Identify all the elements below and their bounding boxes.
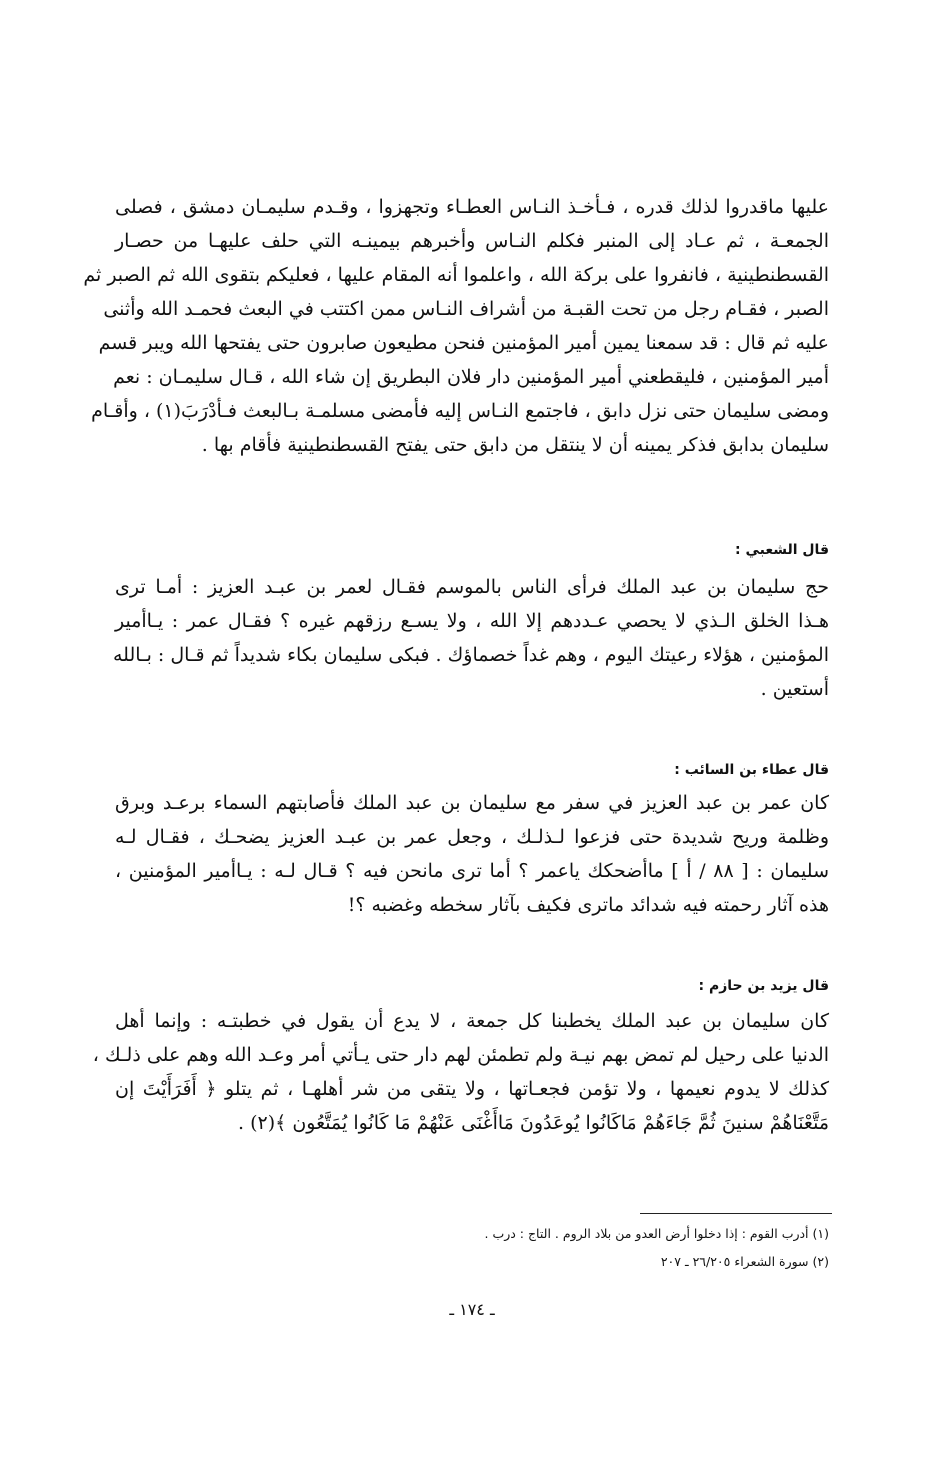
text-line: هـذا الخلق الـذي لا يحصي عـددهم إلا الله ، ولا يسـع رزقهم غيره ؟ فقـال عمر : يـاأمير	[115, 610, 829, 632]
paragraph-4	[92, 1004, 829, 1140]
text-line: حج سليمان بن عبد الملك فرأى الناس بالموسم فقـال لعمر بن عبـد العزيز : أمـا ترى	[115, 576, 829, 598]
text-line: الصبر ، فقـام رجل من تحت القبـة من أشراف النـاس ممن اكتتب في البعث فحمـد الله وأثنى	[103, 298, 829, 320]
text-line: عليه ثم قال : قد سمعنا يمين أمير المؤمنين فنحن مطيعون صابرون حتى يفتحها الله ويبر قسم	[98, 332, 829, 354]
text-line: مَتَّعْنَاهُمْ سنينَ ثُمَّ جَاءَهُمْ مَاكَانُوا يُوعَدُونَ مَاأَغْنَى عَنْهُمْ مَا كَانُوا يُمَتَّعُون ﴾(٢) .	[238, 1112, 829, 1134]
text-line: القسطنطينية ، فانفروا على بركة الله ، واعلموا أنه المقام عليها ، فعليكم بتقوى الله ثم الصبر ثم	[83, 264, 829, 286]
section-heading-shabi: قال الشعبي :	[734, 542, 829, 558]
text-line: المؤمنين ، هؤلاء رعيتك اليوم ، وهم غداً خصماؤك . فبكى سليمان بكاء شديداً ثم قـال : بـالله	[112, 644, 829, 666]
text-line: ومضى سليمان حتى نزل دابق ، فاجتمع النـاس إليه فأمضى مسلمـة بـالبعث فـأدْرَبَ(١) ، وأقـام	[91, 400, 829, 422]
section-heading-ata: قال عطاء بن السائب :	[674, 762, 829, 778]
text-line: أستعين .	[760, 678, 829, 700]
footnotes	[200, 1220, 829, 1276]
text-line: أمير المؤمنين ، فليقطعني أمير المؤمنين دار فلان البطريق إن شاء الله ، قـال سليمـان : نعم	[113, 366, 829, 388]
text-line: الجمعـة ، ثم عـاد إلى المنبر فكلم النـاس وأخبرهم بيمينـه التي حلف عليهـا من حصـار	[115, 230, 829, 252]
text-line: هذه آثار رحمته فيه شدائد ماترى فكيف بآثار سخطه وغضبه ؟!	[347, 894, 829, 916]
text-line: كان سليمان بن عبد الملك يخطبنا كل جمعة ، لا يدع أن يقول في خطبتـه : وإنما أهل	[115, 1010, 829, 1032]
paragraph-1	[83, 190, 829, 462]
footnote-1: (١) أدرب القوم : إذا دخلوا أرض العدو من بلاد الروم . التاج : درب .	[484, 1226, 829, 1241]
text-line: سليمان : [ ٨٨ / أ ] ماأضحكك ياعمر ؟ أما ترى مانحن فيه ؟ قـال لـه : يـاأمير المؤمنين ،	[115, 860, 830, 882]
paragraph-2	[112, 570, 829, 706]
text-line: سليمان بدابق فذكر يمينه أن لا ينتقل من دابق حتى يفتح القسطنطينية فأقام بها .	[201, 434, 829, 456]
text-line: عليها ماقدروا لذلك قدره ، فـأخـذ النـاس العطـاء وتجهزوا ، وقـدم سليمـان دمشق ، فصلى	[115, 196, 829, 218]
footnote-2: (٢) سورة الشعراء ٢٦/٢٠٥ ـ ٢٠٧	[660, 1254, 829, 1269]
section-heading-yazid: قال يزيد بن حازم :	[698, 978, 829, 994]
text-line: كان عمر بن عبد العزيز في سفر مع سليمان بن عبد الملك فأصابتهم السماء برعـد وبرق	[115, 792, 829, 814]
paragraph-3	[115, 786, 829, 922]
footnote-divider	[640, 1213, 832, 1214]
page-number: ـ ١٧٤ ـ	[449, 1300, 495, 1319]
text-line: الدنيا على رحيل لم تمض بهم نيـة ولم تطمئن لهم دار حتى يـأتي أمر وعـد الله وهم على ذلـك ،	[92, 1044, 829, 1066]
text-line: وظلمة وريح شديدة حتى فزعوا لـذلـك ، وجعل عمر بن عبـد العزيز يضحـك ، فقـال لـه	[115, 826, 829, 848]
text-line: كذلك لا يدوم نعيمها ، ولا تؤمن فجعـاتها ، ولا يتقى من شر أهلهـا ، ثم يتلو ﴿ أَفَرَأَيْتَ إن	[115, 1078, 829, 1100]
